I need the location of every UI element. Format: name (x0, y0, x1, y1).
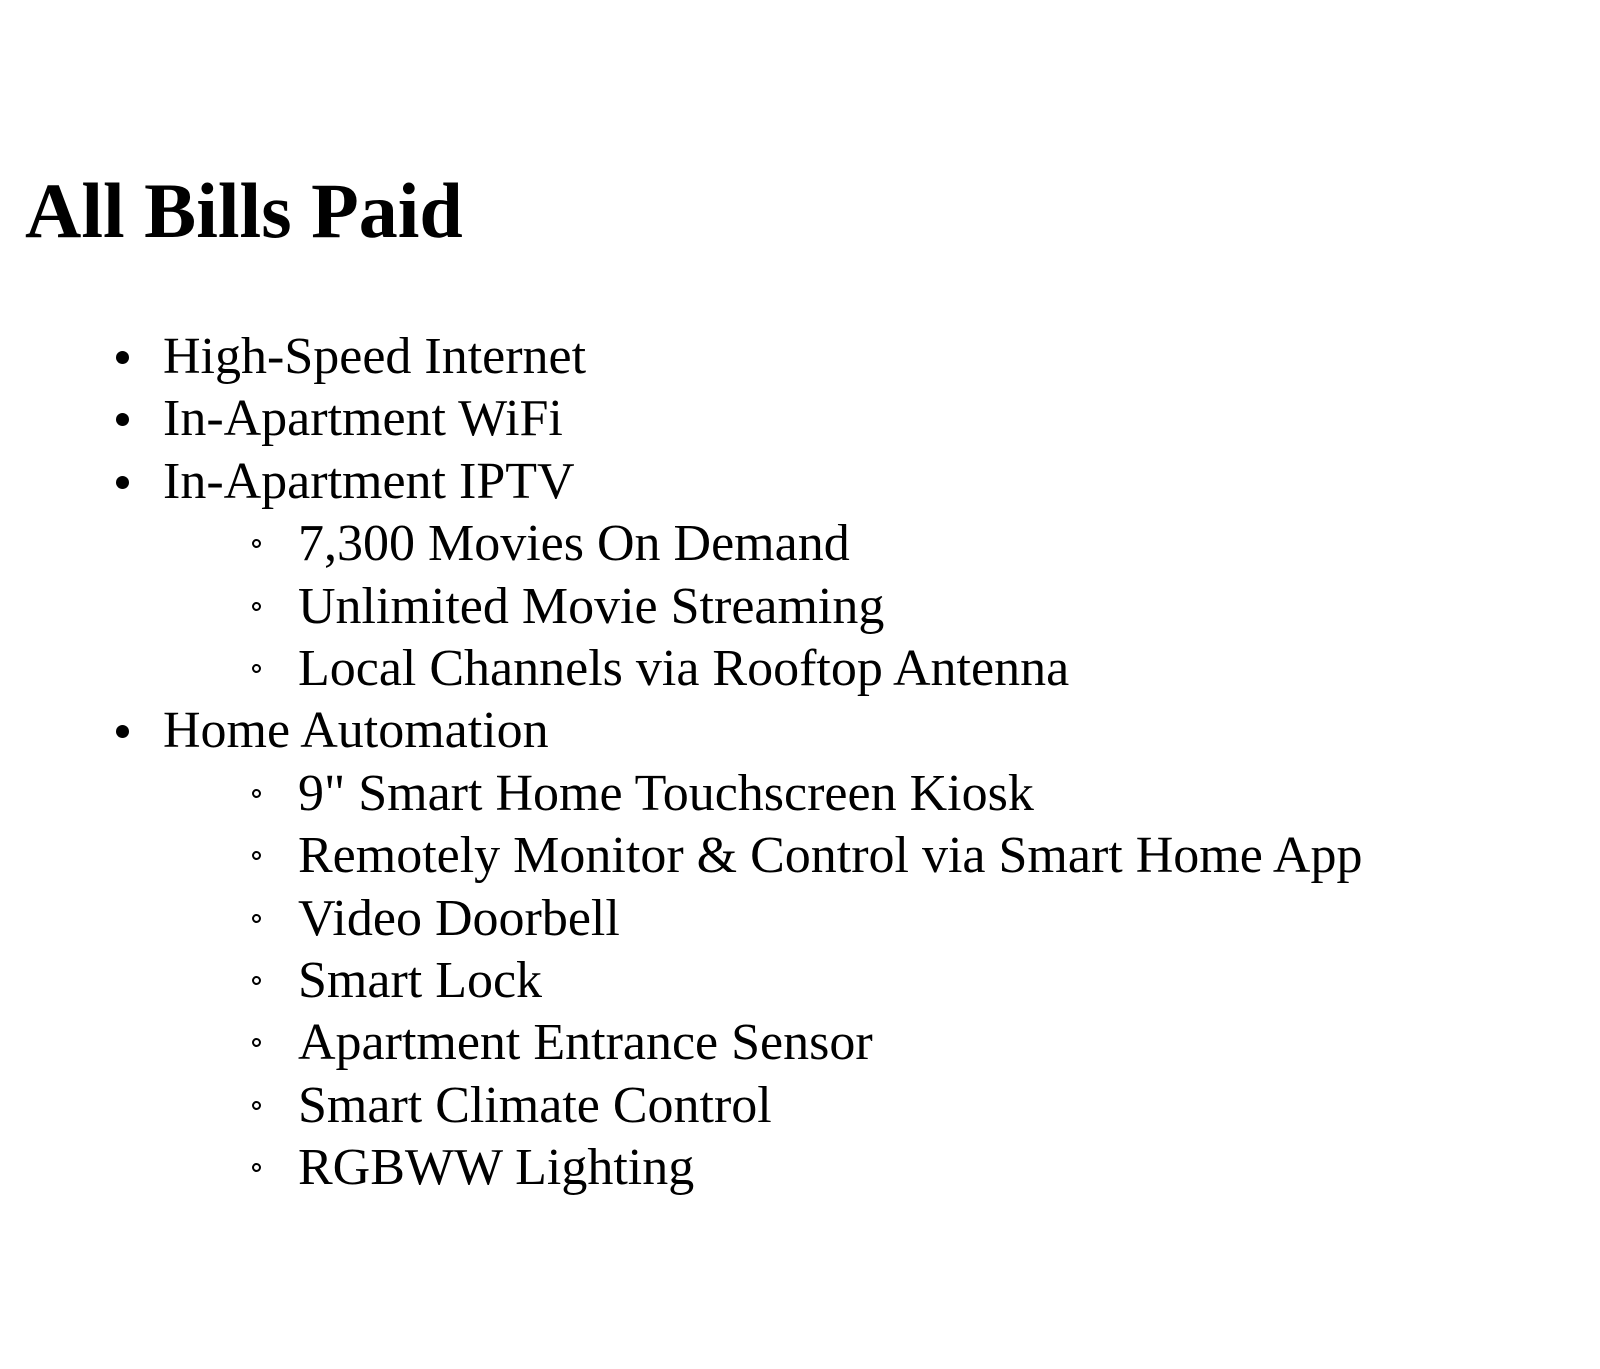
bullet-circle-icon (252, 539, 261, 548)
bullet-circle-icon (252, 976, 261, 985)
list-item-label: High-Speed Internet (163, 328, 587, 385)
sub-list-item-label: Local Channels via Rooftop Antenna (298, 640, 1070, 698)
sub-list-item (0, 638, 1362, 700)
sub-list-iptv (0, 513, 1362, 700)
list-item (0, 700, 1362, 1199)
sub-list-item (0, 513, 1362, 575)
bullet-circle-icon (252, 602, 261, 611)
bullet-circle-icon (252, 1038, 261, 1047)
list-item (0, 388, 1362, 450)
bullet-circle-icon (252, 914, 261, 923)
sub-list-home-automation (0, 763, 1362, 1200)
list-item (0, 451, 1362, 701)
list-item-row (0, 451, 1362, 513)
list-item-label: In-Apartment WiFi (163, 390, 563, 448)
sub-list-item (0, 576, 1362, 638)
bullet-circle-icon (252, 789, 261, 798)
bullet-disc-icon (116, 725, 129, 738)
sub-list-item-label: RGBWW Lighting (298, 1139, 695, 1197)
sub-list-item-label: 9" Smart Home Touchscreen Kiosk (298, 764, 1034, 822)
sub-list-item-label: Remotely Monitor & Control via Smart Home App (298, 827, 1363, 885)
bullet-circle-icon (252, 1163, 261, 1172)
page-title: All Bills Paid (25, 167, 463, 254)
list-item-label: In-Apartment IPTV (163, 452, 575, 510)
bullet-disc-icon (116, 476, 129, 489)
sub-list-item-label: Apartment Entrance Sensor (298, 1014, 873, 1072)
bullet-disc-icon (116, 413, 129, 426)
bullet-circle-icon (252, 1101, 261, 1110)
list-item-row (0, 388, 1362, 450)
sub-list-item (0, 1012, 1362, 1074)
sub-list-item (0, 763, 1362, 825)
sub-list-item-label: Smart Climate Control (298, 1076, 772, 1134)
bullet-circle-icon (252, 851, 261, 860)
bullet-disc-icon (116, 351, 129, 364)
sub-list-item-label: Unlimited Movie Streaming (298, 577, 885, 635)
list-item (0, 326, 1362, 388)
sub-list-item (0, 825, 1362, 887)
sub-list-item (0, 888, 1362, 950)
bullet-circle-icon (252, 664, 261, 673)
list-item-row (0, 700, 1362, 762)
sub-list-item-label: Smart Lock (298, 952, 543, 1010)
sub-list-item (0, 950, 1362, 1012)
sub-list-item (0, 1075, 1362, 1137)
sub-list-item-label: Video Doorbell (298, 889, 620, 947)
amenities-list (0, 326, 1362, 1200)
sub-list-item-label: 7,300 Movies On Demand (298, 515, 850, 573)
list-item-label: Home Automation (163, 702, 549, 760)
list-item-row (0, 326, 1362, 388)
sub-list-item (0, 1137, 1362, 1199)
